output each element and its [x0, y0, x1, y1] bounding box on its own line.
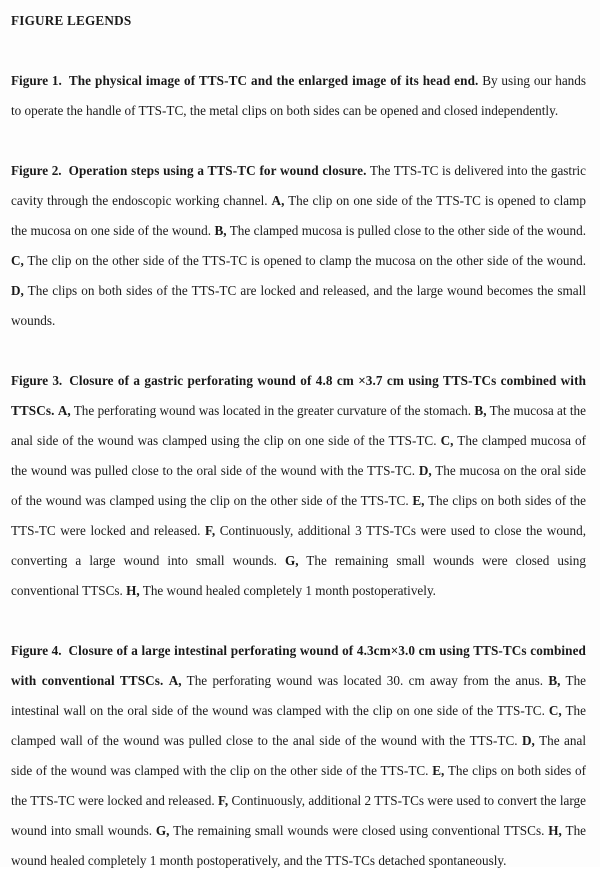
figure-step-text: The clip on one side of the TTS-TC is opened to clamp the mucosa on one side of the wound.: [11, 193, 586, 238]
figure-number: Figure 1.: [11, 73, 62, 88]
figure-step-text: The mucosa on the oral side of the wound was clamped using the clip on the other side of the TTS-TC.: [11, 463, 587, 508]
figure-step-letter: B,: [214, 223, 227, 238]
figure-body-intro: By using our hands to operate the handle of TTS-TC, the metal clips on both sides can be opened and closed independently.: [11, 73, 586, 118]
figure-step-letter: H,: [126, 583, 140, 598]
figure-step-text: The perforating wound was located in the greater curvature of the stomach.: [70, 403, 475, 418]
figure-step-letter: E,: [432, 763, 445, 778]
figure-step-letter: F,: [204, 523, 216, 538]
figure-step-text: The mucosa at the anal side of the wound was clamped using the clip on one side of the TTS-TC.: [11, 403, 587, 448]
paragraph-spacer: [11, 606, 586, 636]
figure-step-letter: A,: [168, 673, 182, 688]
figure-body-intro: The TTS-TC is delivered into the gastric cavity through the endoscopic working channel.: [11, 163, 586, 208]
figure-title: The physical image of TTS-TC and the enlarged image of its head end.: [68, 73, 479, 88]
figure-step-letter: G,: [155, 823, 170, 838]
figure-legend: [11, 66, 586, 126]
figure-step-text: The wound healed completely 1 month postoperatively, and the TTS-TCs detached spontaneously.: [11, 823, 587, 868]
figure-step-text: The wound healed completely 1 month postoperatively.: [139, 583, 436, 598]
figure-step-text: The clamped mucosa is pulled close to the other side of the wound.: [226, 223, 586, 238]
figure-step-letter: E,: [412, 493, 425, 508]
figure-step-text: The perforating wound was located 30. cm away from the anus.: [181, 673, 549, 688]
figure-step-letter: B,: [474, 403, 487, 418]
paragraph-spacer: [11, 126, 586, 156]
figure-step-letter: A,: [271, 193, 285, 208]
figure-title: Operation steps using a TTS-TC for wound closure.: [68, 163, 367, 178]
figure-step-text: The intestinal wall on the oral side of the wound was clamped with the clip on one side of the TTS-TC.: [11, 673, 587, 718]
figure-step-text: The clips on both sides of the TTS-TC were locked and released.: [11, 763, 586, 808]
figure-step-letter: D,: [11, 283, 24, 298]
figure-number: Figure 2.: [11, 163, 62, 178]
figure-step-letter: F,: [218, 793, 229, 808]
figure-step-text: The remaining small wounds were closed using conventional TTSCs.: [11, 553, 586, 598]
figure-legend-list: [11, 36, 586, 876]
figure-step-text: The clamped mucosa of the wound was pulled close to the oral side of the wound with the TTS-TC.: [11, 433, 586, 478]
figure-step-text: Continuously, additional 2 TTS-TCs were used to convert the large wound into small wounds.: [11, 793, 586, 838]
figure-step-letter: A,: [57, 403, 71, 418]
figure-step-text: The anal side of the wound was clamped with the clip on the other side of the TTS-TC.: [11, 733, 587, 778]
figure-number: Figure 4.: [11, 643, 62, 658]
figure-legend: [11, 156, 586, 336]
figure-number: Figure 3.: [11, 373, 63, 388]
figure-title: Closure of a gastric perforating wound of 4.8 cm ×3.7 cm using TTS-TCs combined with TTSCs.: [11, 373, 587, 418]
figure-step-text: The clamped wall of the wound was pulled close to the anal side of the wound with the TTS-TC.: [11, 703, 586, 748]
page-title: FIGURE LEGENDS: [11, 13, 132, 28]
figure-step-letter: C,: [11, 253, 24, 268]
figure-step-text: The clips on both sides of the TTS-TC were locked and released.: [11, 493, 586, 538]
figure-step-letter: B,: [548, 673, 561, 688]
figure-title: Closure of a large intestinal perforating wound of 4.3cm×3.0 cm using TTS-TCs combined with conventional TTSCs.: [11, 643, 586, 688]
figure-step-letter: C,: [548, 703, 562, 718]
figure-legend: [11, 636, 586, 876]
figure-step-text: The clip on the other side of the TTS-TC is opened to clamp the mucosa on the other side of the wound.: [23, 253, 586, 268]
figure-step-letter: C,: [440, 433, 454, 448]
paragraph-spacer: [11, 336, 586, 366]
page-content: [11, 6, 586, 876]
paragraph-spacer: [11, 36, 586, 66]
figure-step-letter: H,: [548, 823, 562, 838]
figure-legend: [11, 366, 586, 606]
figure-step-text: The remaining small wounds were closed using conventional TTSCs.: [169, 823, 549, 838]
figure-step-letter: G,: [284, 553, 299, 568]
figure-step-letter: D,: [522, 733, 535, 748]
figure-step-text: Continuously, additional 3 TTS-TCs were used to close the wound, converting a large wound into small wounds.: [11, 523, 586, 568]
figure-step-letter: D,: [418, 463, 432, 478]
figure-step-text: The clips on both sides of the TTS-TC are locked and released, and the large wound becomes the small wounds.: [11, 283, 586, 328]
